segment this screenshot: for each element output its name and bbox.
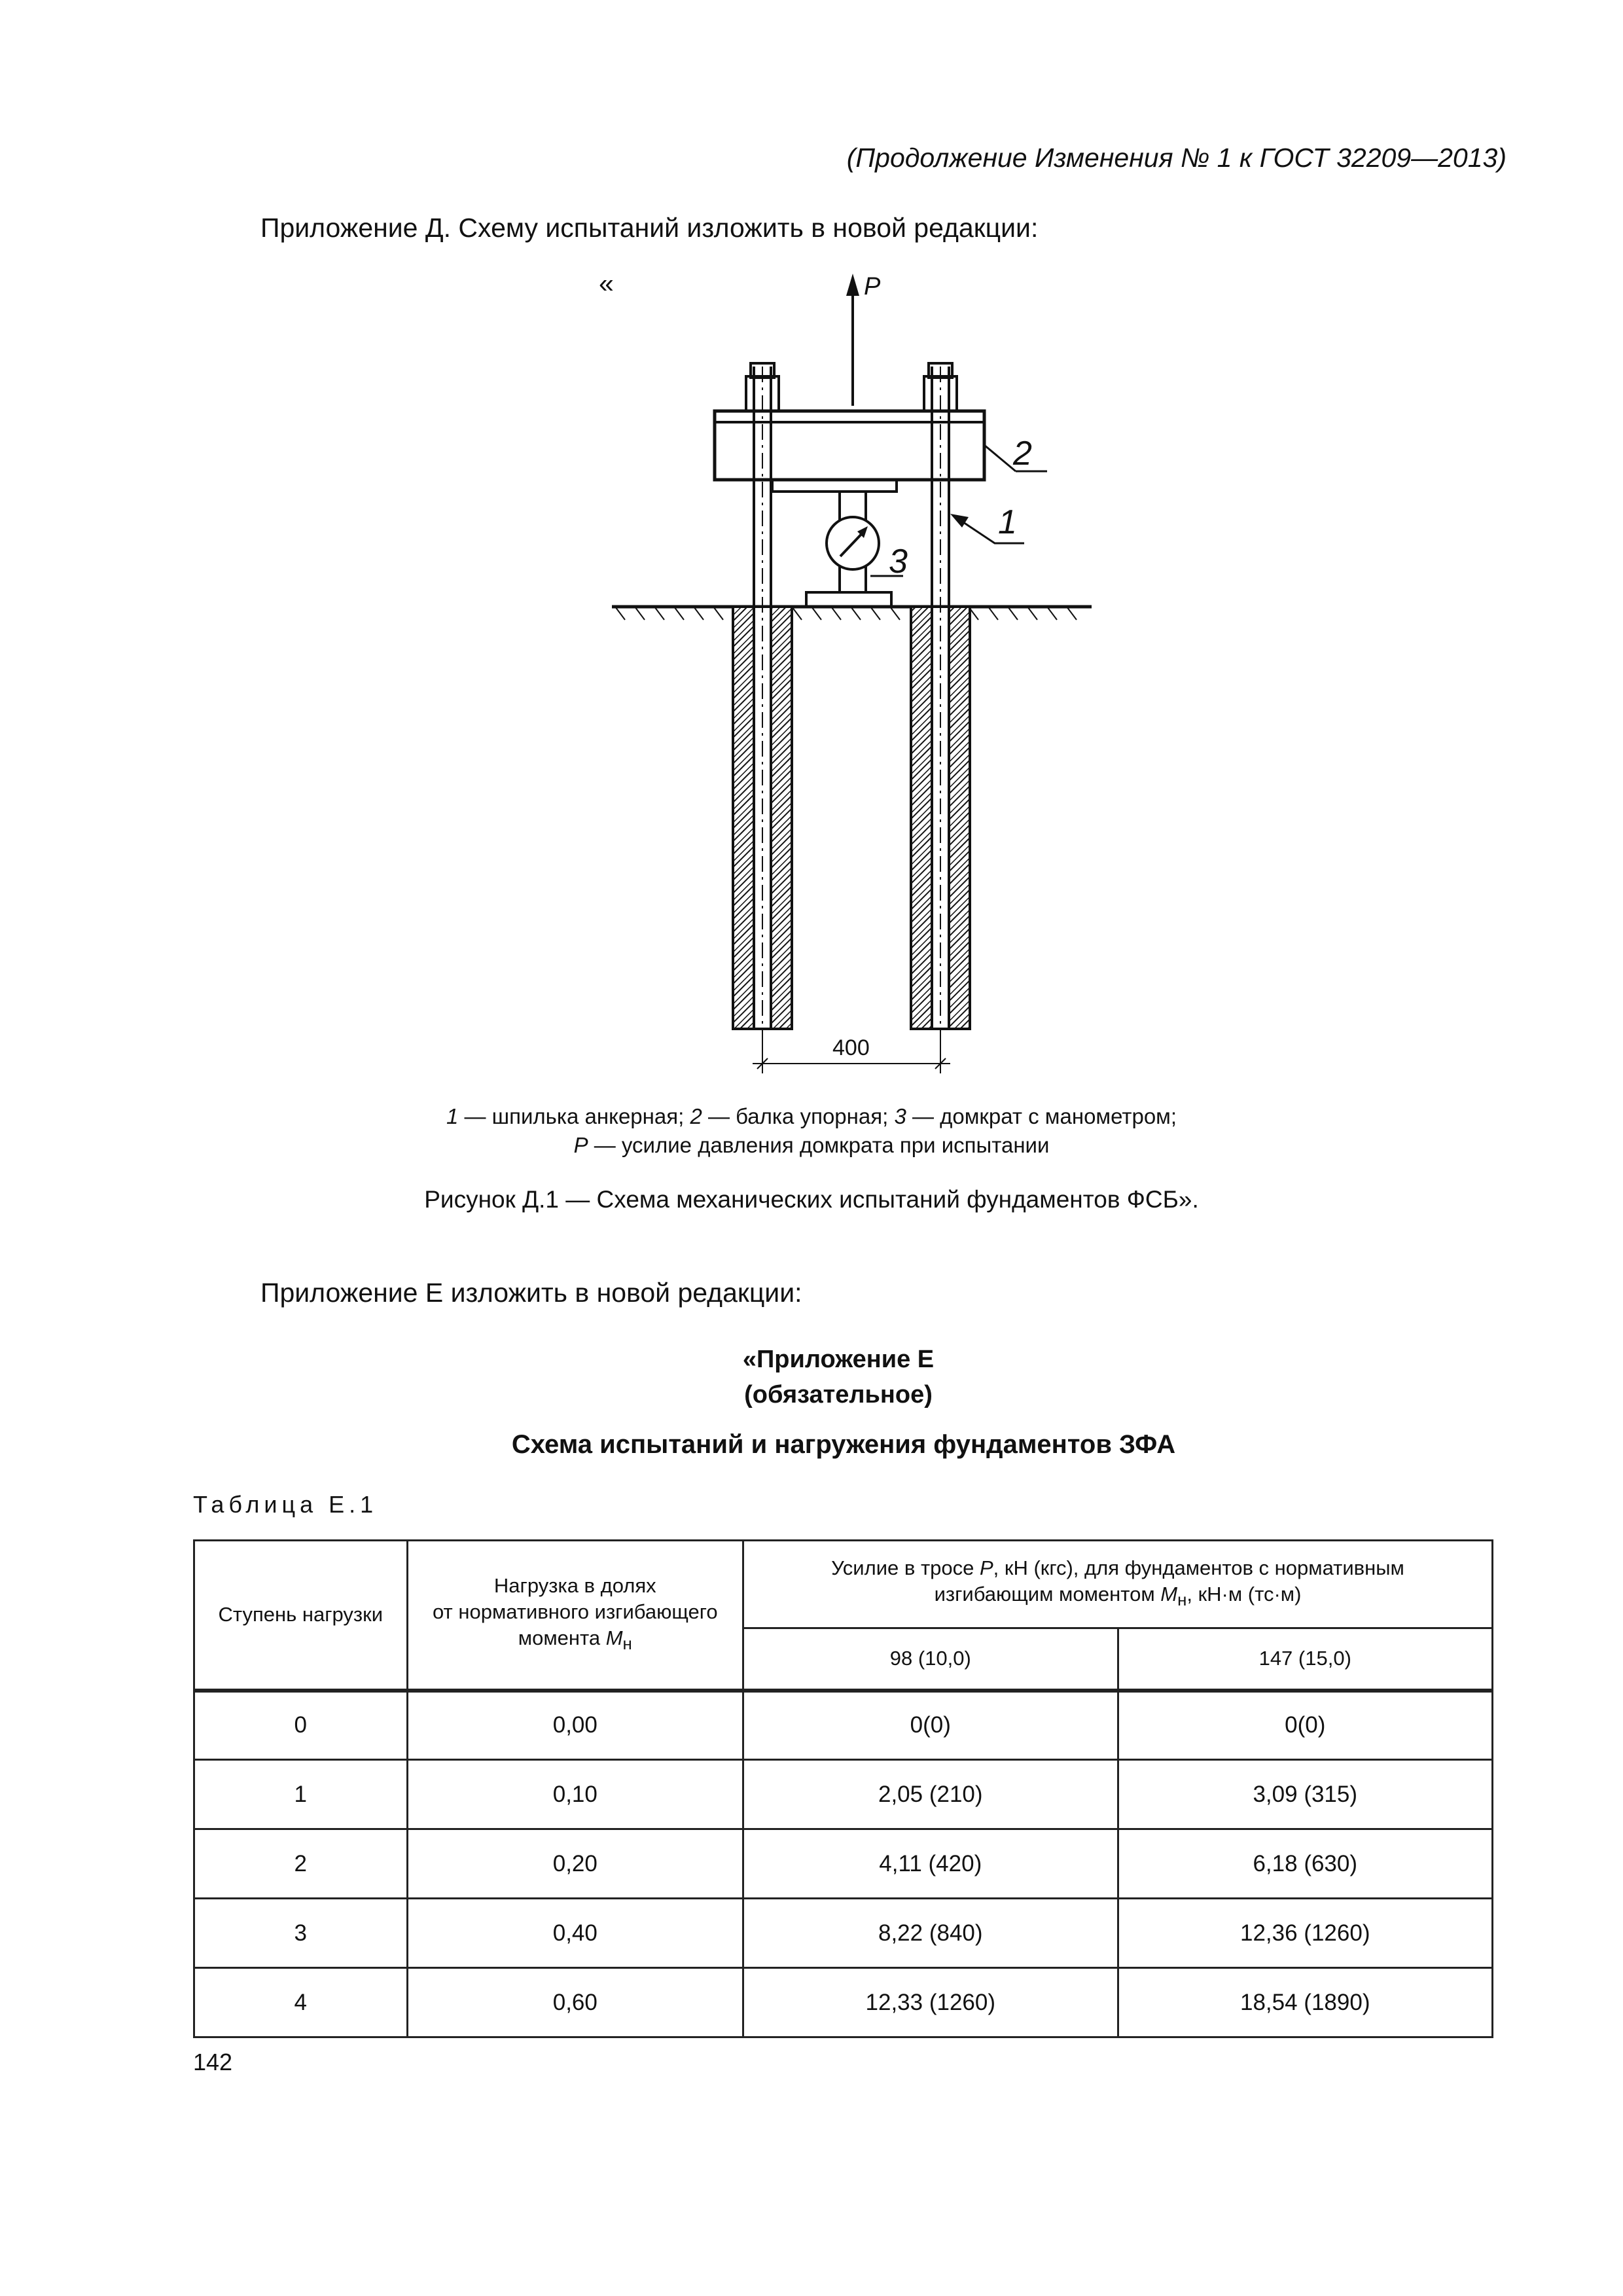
- load-table: [193, 1539, 1493, 2038]
- table-row: [194, 1760, 1493, 1829]
- running-header: (Продолжение Изменения № 1 к ГОСТ 32209—2013): [846, 143, 1507, 173]
- cell-step: 1: [194, 1760, 408, 1829]
- subheader-147: 147 (15,0): [1118, 1628, 1493, 1691]
- appendix-subtitle: (обязательное): [744, 1381, 933, 1408]
- table-label: Таблица Е.1: [193, 1491, 378, 1518]
- cell-load-share: 0,00: [407, 1691, 743, 1760]
- legend-line-2: P — усилие давления домкрата при испытании: [573, 1133, 1050, 1157]
- right-foundation: [911, 367, 970, 1029]
- table-row: [194, 1899, 1493, 1968]
- col2-header: Нагрузка в долях от нормативного изгибающего момента $M_н$: [407, 1541, 743, 1691]
- dimension-label: 400: [832, 1035, 870, 1060]
- jack-bottom-plate: [806, 592, 891, 607]
- figure-legend: [0, 1102, 1623, 1160]
- cell-force-98: 0(0): [743, 1691, 1118, 1760]
- force-arrow: [846, 274, 859, 406]
- callout-1: 1: [998, 503, 1017, 541]
- callout-3: 3: [889, 543, 908, 581]
- cell-force-147: 6,18 (630): [1118, 1829, 1493, 1899]
- table-row: [194, 1968, 1493, 2037]
- table-row: [194, 1829, 1493, 1899]
- cell-load-share: 0,10: [407, 1760, 743, 1829]
- cell-load-share: 0,40: [407, 1899, 743, 1968]
- cell-load-share: 0,60: [407, 1968, 743, 2037]
- cell-force-147: 12,36 (1260): [1118, 1899, 1493, 1968]
- figure-caption: Рисунок Д.1 — Схема механических испытаний фундаментов ФСБ».: [424, 1186, 1199, 1213]
- paragraph-appendix-d: Приложение Д. Схему испытаний изложить в новой редакции:: [260, 213, 1039, 243]
- subheader-98: 98 (10,0): [743, 1628, 1118, 1691]
- cell-load-share: 0,20: [407, 1829, 743, 1899]
- cell-force-98: 2,05 (210): [743, 1760, 1118, 1829]
- jack-top-plate: [772, 480, 897, 492]
- cell-step: 3: [194, 1899, 408, 1968]
- cell-force-147: 3,09 (315): [1118, 1760, 1493, 1829]
- cell-force-147: 18,54 (1890): [1118, 1968, 1493, 2037]
- appendix-title: [0, 1342, 1623, 1412]
- appendix-title-line: «Приложение Е: [742, 1346, 935, 1373]
- paragraph-appendix-e: Приложение Е изложить в новой редакции:: [260, 1278, 802, 1308]
- table-row: [194, 1691, 1493, 1760]
- cell-step: 0: [194, 1691, 408, 1760]
- page-number: 142: [193, 2049, 233, 2075]
- legend-line-1: 1 — шпилька анкерная; 2 — балка упорная; 3 — домкрат с манометром;: [446, 1104, 1177, 1128]
- cell-step: 2: [194, 1829, 408, 1899]
- col1-header: Ступень нагрузки: [194, 1541, 408, 1691]
- cell-force-147: 0(0): [1118, 1691, 1493, 1760]
- cell-force-98: 8,22 (840): [743, 1899, 1118, 1968]
- opening-quote: «: [599, 268, 614, 298]
- section-title: Схема испытаний и нагружения фундаментов ЗФА: [511, 1430, 1176, 1459]
- group-header: Усилие в тросе P, кН (кгс), для фундаментов с нормативным изгибающим моментом $M_н$, кН·м (тс·м): [743, 1541, 1493, 1628]
- cell-force-98: 12,33 (1260): [743, 1968, 1118, 2037]
- force-label: P: [864, 273, 881, 300]
- left-foundation: [733, 367, 792, 1029]
- gauge-icon: [827, 517, 879, 569]
- cell-step: 4: [194, 1968, 408, 2037]
- cell-force-98: 4,11 (420): [743, 1829, 1118, 1899]
- test-scheme-figure: [0, 0, 1623, 1113]
- callout-2: 2: [1013, 435, 1032, 473]
